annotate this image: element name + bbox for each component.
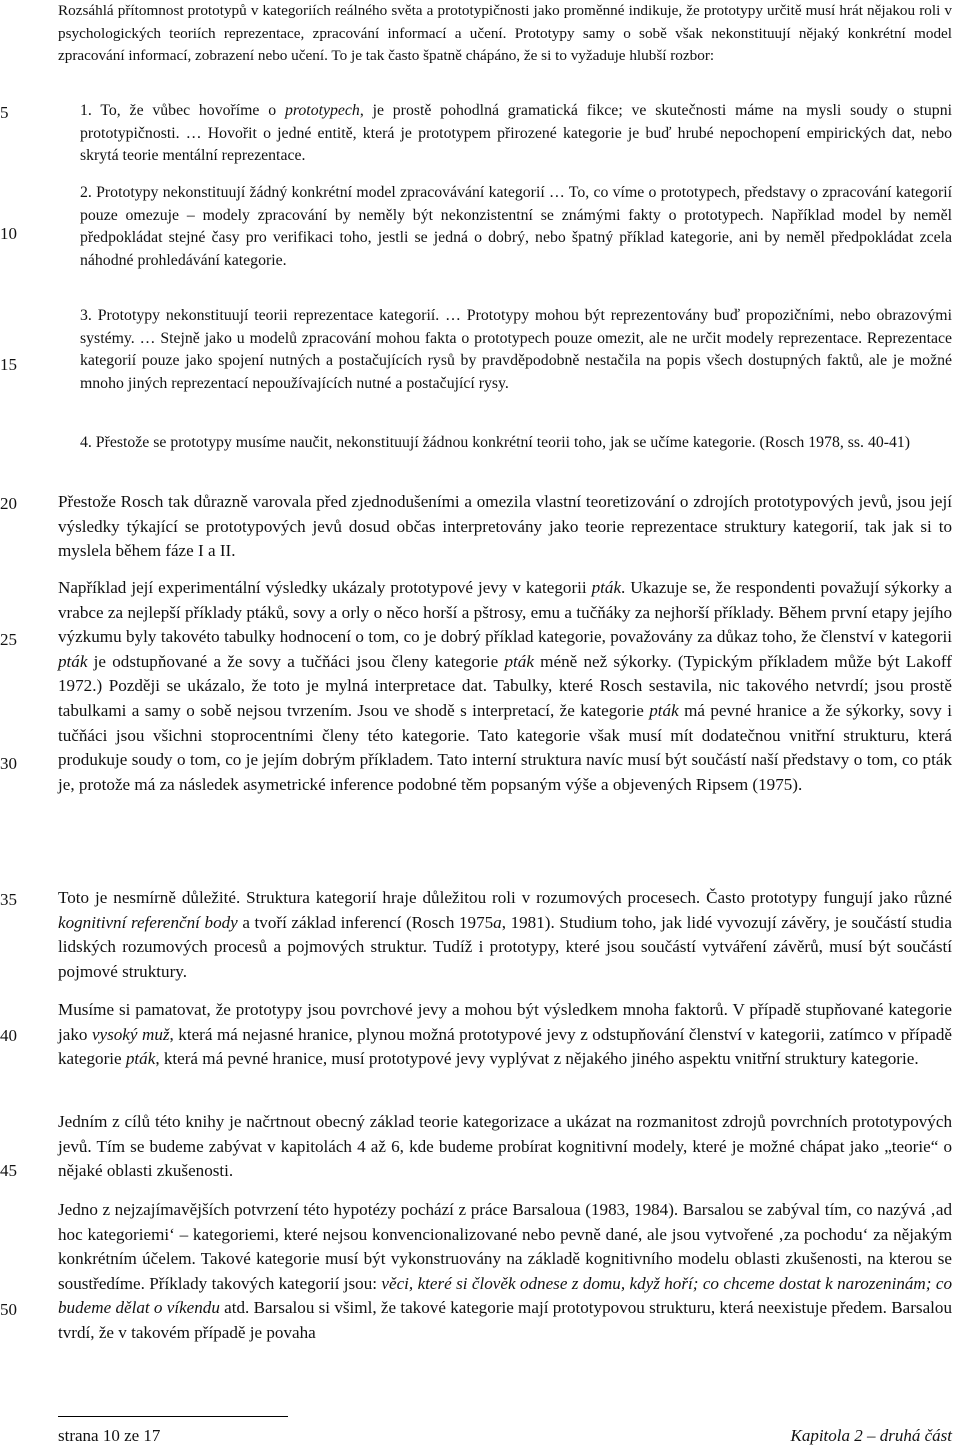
line-number-25: 25 bbox=[0, 630, 17, 649]
quote-item-4: 4. Přestože se prototypy musíme naučit, nekonstituují žádnou konkrétní teorii toho, jak se učíme kategorie. (Rosch 1978, ss. 40-41) bbox=[80, 434, 911, 451]
paragraph-2: Například její experimentální výsledky ukázaly prototypové jevy v kategorii pták. Ukazuje se, že respondenti považují sýkorky a vrabce za nejlepší příklady ptáků, sovy a orly o něco horší a pštrosy, emu a tučňáky za nejhorší příklady. Během první etapy jejího výzkumu byly takovéto tabulky hodnocení o tom, co je dobrý příklad kategorie, považovány za důkaz toho, že členství v kategorii pták je odstupňované a že sovy a tučňáci jsou členy kategorie pták méně než sýkorky. (Typickým příkladem může být Lakoff 1972.) Později se ukázalo, že toto je mylná interpretace dat. Tabulky, které Rosch sestavila, nic takového netvrdí; jsou prostě tabulkami a samy o sobě nejsou tvrzením. Jsou ve shodě s interpretací, že kategorie pták má pevné hranice a že sýkorky, sovy i tučňáci jsou všichni stoprocentními členy této kategorie. Tato kategorie však musí mít dodatečnou vnitřní strukturu, která produkuje soudy o tom, co je jejím dobrým příkladem. Tato interní struktura navíc musí být součástí naší představy o tom, co pták je, protože má za následek asymetrické inference podobné těm popsaným výše a objevených Ripsem (1975). bbox=[58, 578, 952, 794]
line-number-40: 40 bbox=[0, 1026, 17, 1045]
line-number-5: 5 bbox=[0, 103, 9, 122]
quote-intro: Rozsáhlá přítomnost prototypů v kategoriích reálného světa a prototypičnosti jako proměnné indikuje, že prototypy určitě musí hrát nějakou roli v psychologických teoriích reprezentace, zpracování informací a učení. Prototypy samy o sobě však nekonstituují nějaký konkrétní model zpracování informací, zobrazení nebo učení. To je tak často špatně chápáno, že si to vyžaduje hlubší rozbor: bbox=[58, 2, 952, 65]
chapter-label: Kapitola 2 – druhá část bbox=[790, 1426, 952, 1445]
quote-item-1: 1. To, že vůbec hovoříme o prototypech, je prostě pohodlná gramatická fikce; ve skutečnosti máme na mysli soudy o stupni prototypičnosti. … Hovořit o jedné entitě, která je prototypem přirozené kategorie je buď hrubé nepochopení empirických dat, nebo skrytá teorie mentální reprezentace. bbox=[80, 102, 952, 165]
line-number-30: 30 bbox=[0, 754, 17, 773]
line-number-45: 45 bbox=[0, 1161, 17, 1180]
paragraph-4: Musíme si pamatovat, že prototypy jsou povrchové jevy a mohou být výsledkem mnoha faktorů. V případě stupňované kategorie jako vysoký muž, která má nejasné hranice, plynou možná prototypové jevy z odstupňování členství v kategorii, zatímco v případě kategorie pták, která má pevné hranice, musí prototypové jevy vyplývat z nějakého jiného aspektu vnitřní struktury kategorie. bbox=[58, 1000, 952, 1069]
line-number-10: 10 bbox=[0, 224, 17, 243]
page-number: strana 10 ze 17 bbox=[58, 1426, 161, 1445]
line-number-20: 20 bbox=[0, 494, 17, 513]
paragraph-6: Jedno z nejzajímavějších potvrzení této hypotézy pochází z práce Barsaloua (1983, 1984). Barsalou se zabýval tím, co nazývá ‚ad hoc kategoriemi‘ – kategoriemi, které nejsou konvencionalizované nebo pevně dané, ale jsou vytvořené ‚za pochodu‘ za nějakým konkrétním účelem. Takové kategorie musí být vykonstruovány na základě kognitivního modelu oblasti zkušenosti, na kterou se soustředíme. Příklady takových kategorií jsou: věci, které si člověk odnese z domu, když hoří; co chceme dostat k narozeninám; co budeme dělat o víkendu atd. Barsalou si všiml, že takové kategorie mají prototypovou strukturu, která neexistuje předem. Barsalou tvrdí, že v takovém případě je povaha bbox=[58, 1200, 952, 1342]
footer-divider bbox=[58, 1416, 288, 1417]
line-number-15: 15 bbox=[0, 355, 17, 374]
paragraph-5: Jedním z cílů této knihy je načrtnout obecný základ teorie kategorizace a ukázat na rozmanitost zdrojů povrchních prototypových jevů. Tím se budeme zabývat v kapitolách 4 až 6, kde budeme probírat kognitivní modely, které je možné chápat jako „teorie“ o nějaké oblasti zkušenosti. bbox=[58, 1112, 952, 1181]
paragraph-1: Přestože Rosch tak důrazně varovala před zjednodušeními a omezila vlastní teoretizování o zdrojích prototypových jevů, jsou její výsledky týkající se prototypových jevů dosud občas interpretovány jako teorie reprezentace struktury kategorií, tak jak si to myslela během fáze I a II. bbox=[58, 492, 952, 561]
paragraph-3: Toto je nesmírně důležité. Struktura kategorií hraje důležitou roli v rozumových procesech. Často prototypy fungují jako různé kognitivní referenční body a tvoří základ inferencí (Rosch 1975a, 1981). Studium toho, jak lidé vyvozují závěry, je součástí studia lidských rozumových procesů a pojmových struktur. Tudíž i prototypy, které jsou součástí vytváření závěrů, musí být součástí pojmové struktury. bbox=[58, 888, 952, 981]
line-number-35: 35 bbox=[0, 890, 17, 909]
quote-item-3: 3. Prototypy nekonstituují teorii reprezentace kategorií. … Prototypy mohou být reprezentovány buď propozičními, nebo obrazovými systémy. … Stejně jako u modelů zpracování mohou fakta o prototypech pouze omezit, ale ne určit modely reprezentace. Reprezentace kategorií pouze jako spojení nutných a postačujících rysů by pravděpodobně nestačila na popis všech dostupných faktů, ale je možné mnoho jiných reprezentací nepoužívajících nutné a postačující rysy. bbox=[80, 307, 952, 392]
quote-item-2: 2. Prototypy nekonstituují žádný konkrétní model zpracovávání kategorií … To, co víme o prototypech, představy o zpracování kategorií pouze omezuje – modely zpracování by neměly být nekonzistentní se známými fakty o prototypech. Například model by neměl předpokládat stejné časy pro verifikaci toho, jestli se jedná o dobrý, nebo špatný příklad kategorie, ani by neměl předpokládat zcela náhodné prohledávání kategorie. bbox=[80, 184, 952, 269]
line-number-50: 50 bbox=[0, 1300, 17, 1319]
